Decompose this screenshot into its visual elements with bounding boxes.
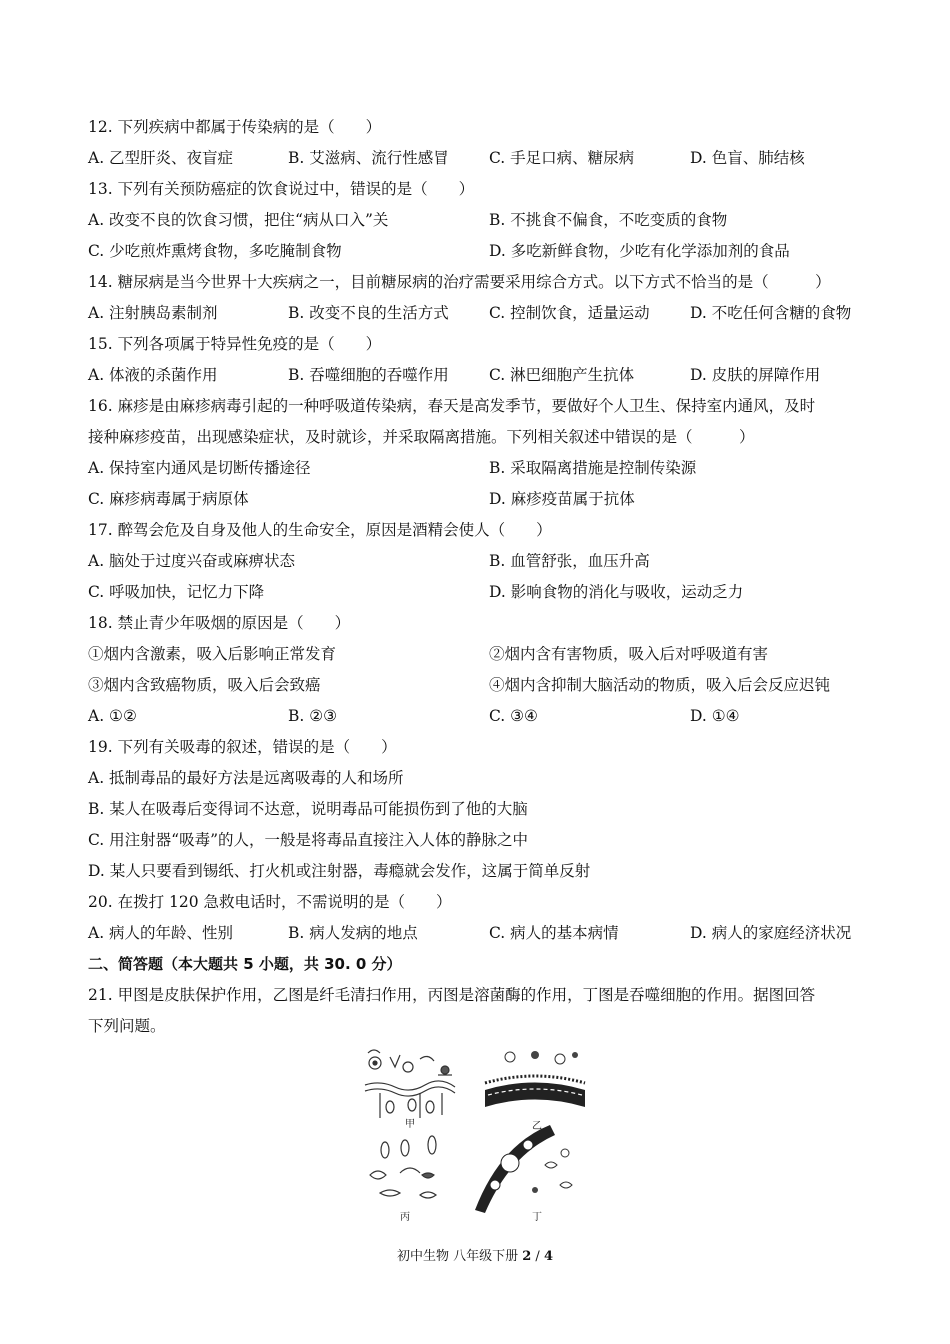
option-d: D. 皮肤的屏障作用: [690, 366, 821, 384]
option-a: A. 乙型肝炎、夜盲症: [88, 149, 234, 167]
lysozyme-diagram: [370, 1136, 436, 1198]
question-20-options: [88, 918, 868, 949]
statement-2: ②烟内含有害物质，吸入后对呼吸道有害: [489, 645, 769, 663]
statement-3: ③烟内含致癌物质，吸入后会致癌: [88, 676, 321, 694]
option-d: D. ①④: [690, 707, 740, 725]
option-d: D. 病人的家庭经济状况: [690, 924, 852, 942]
question-13-stem: 13. 下列有关预防癌症的饮食说过中，错误的是（ ）: [88, 180, 475, 198]
option-b: B. 血管舒张，血压升高: [489, 552, 650, 570]
option-b: B. 采取隔离措施是控制传染源: [489, 459, 697, 477]
option-d: D. 不吃任何含糖的食物: [690, 304, 852, 322]
option-a: A. 病人的年龄、性别: [88, 924, 234, 942]
option-c: C. 病人的基本病情: [489, 924, 619, 942]
option-b: B. ②③: [288, 707, 338, 725]
phagocyte-diagram: [475, 1125, 572, 1213]
question-16-options-row2: [88, 484, 868, 515]
option-d: D. 多吃新鲜食物，少吃有化学添加剂的食品: [489, 242, 790, 260]
question-13-options-row2: [88, 236, 868, 267]
question-15-options: [88, 360, 868, 391]
label-ding: 丁: [532, 1212, 542, 1223]
question-15-stem: 15. 下列各项属于特异性免疫的是（ ）: [88, 335, 382, 353]
question-14-options: [88, 298, 868, 329]
question-16-stem: 16. 麻疹是由麻疹病毒引起的一种呼吸道传染病，春天是高发季节，要做好个人卫生、保持室内通风，及时: [88, 397, 816, 415]
option-c: C. 控制饮食，适量运动: [489, 304, 650, 322]
immune-defense-figure: [360, 1045, 595, 1225]
question-21-stem-cont: 下列问题。: [88, 1017, 166, 1035]
skin-diagram: [365, 1050, 455, 1118]
question-16-options-row1: [88, 453, 868, 484]
question-17-options-row1: [88, 546, 868, 577]
option-b: B. 不挑食不偏食，不吃变质的食物: [489, 211, 728, 229]
option-a: A. 改变不良的饮食习惯，把住“病从口入”关: [88, 211, 389, 229]
statement-4: ④烟内含抑制大脑活动的物质，吸入后会反应迟钝: [489, 676, 831, 694]
statement-1: ①烟内含激素，吸入后影响正常发育: [88, 645, 337, 663]
section-heading: 二、简答题（本大题共 5 小题，共 30. 0 分）: [88, 955, 402, 973]
question-12-stem: 12. 下列疾病中都属于传染病的是（ ）: [88, 118, 382, 136]
question-21-stem: 21. 甲图是皮肤保护作用，乙图是纤毛清扫作用，丙图是溶菌酶的作用，丁图是吞噬细胞的作用。据图回答: [88, 986, 816, 1004]
option-c: C. ③④: [489, 707, 538, 725]
option-b: B. 某人在吸毒后变得词不达意，说明毒品可能损伤到了他的大脑: [88, 800, 528, 818]
question-14-stem: 14. 糖尿病是当今世界十大疾病之一，目前糖尿病的治疗需要采用综合方式。以下方式不恰当的是（ ）: [88, 273, 831, 291]
question-18-stem: 18. 禁止青少年吸烟的原因是（ ）: [88, 614, 351, 632]
label-bing: 丙: [400, 1212, 410, 1223]
option-c: C. 麻疹病毒属于病原体: [88, 490, 249, 508]
question-18-items-row2: [88, 670, 868, 701]
label-jia: 甲: [405, 1119, 415, 1130]
footer-title: 初中生物 八年级下册: [396, 1249, 523, 1264]
current-page-number: 2: [522, 1249, 532, 1264]
figure-drawing: [360, 1045, 595, 1225]
question-16-stem-cont: 接种麻疹疫苗，出现感染症状，及时就诊，并采取隔离措施。下列相关叙述中错误的是（ ）: [88, 428, 755, 446]
option-a: A. 注射胰岛素制剂: [88, 304, 218, 322]
option-b: B. 吞噬细胞的吞噬作用: [288, 366, 449, 384]
question-20-stem: 20. 在拨打 120 急救电话时，不需说明的是（ ）: [88, 893, 452, 911]
option-a: A. ①②: [88, 707, 137, 725]
question-17-options-row2: [88, 577, 868, 608]
question-18-options: [88, 701, 868, 732]
option-d: D. 某人只要看到锡纸、打火机或注射器，毒瘾就会发作，这属于简单反射: [88, 862, 591, 880]
option-a: A. 体液的杀菌作用: [88, 366, 218, 384]
page-separator: /: [531, 1249, 544, 1264]
total-pages: 4: [543, 1249, 553, 1264]
exam-page: [88, 112, 868, 1042]
question-17-stem: 17. 醉驾会危及自身及他人的生命安全，原因是酒精会使人（ ）: [88, 521, 552, 539]
question-19-stem: 19. 下列有关吸毒的叙述，错误的是（ ）: [88, 738, 397, 756]
option-a: A. 保持室内通风是切断传播途径: [88, 459, 311, 477]
page-footer: [0, 1245, 950, 1264]
option-d: D. 色盲、肺结核: [690, 149, 805, 167]
option-a: A. 抵制毒品的最好方法是远离吸毒的人和场所: [88, 769, 404, 787]
option-c: C. 少吃煎炸熏烤食物，多吃腌制食物: [88, 242, 342, 260]
question-18-items-row1: [88, 639, 868, 670]
option-c: C. 用注射器“吸毒”的人，一般是将毒品直接注入人体的静脉之中: [88, 831, 529, 849]
option-b: B. 改变不良的生活方式: [288, 304, 449, 322]
option-b: B. 艾滋病、流行性感冒: [288, 149, 449, 167]
question-13-options-row1: [88, 205, 868, 236]
option-b: B. 病人发病的地点: [288, 924, 418, 942]
question-12-options: [88, 143, 868, 174]
option-d: D. 麻疹疫苗属于抗体: [489, 490, 635, 508]
option-c: C. 呼吸加快，记忆力下降: [88, 583, 265, 601]
option-a: A. 脑处于过度兴奋或麻痹状态: [88, 552, 296, 570]
option-d: D. 影响食物的消化与吸收，运动乏力: [489, 583, 744, 601]
cilia-diagram: [485, 1051, 585, 1107]
label-yi: 乙: [532, 1121, 542, 1132]
option-c: C. 手足口病、糖尿病: [489, 149, 635, 167]
option-c: C. 淋巴细胞产生抗体: [489, 366, 635, 384]
